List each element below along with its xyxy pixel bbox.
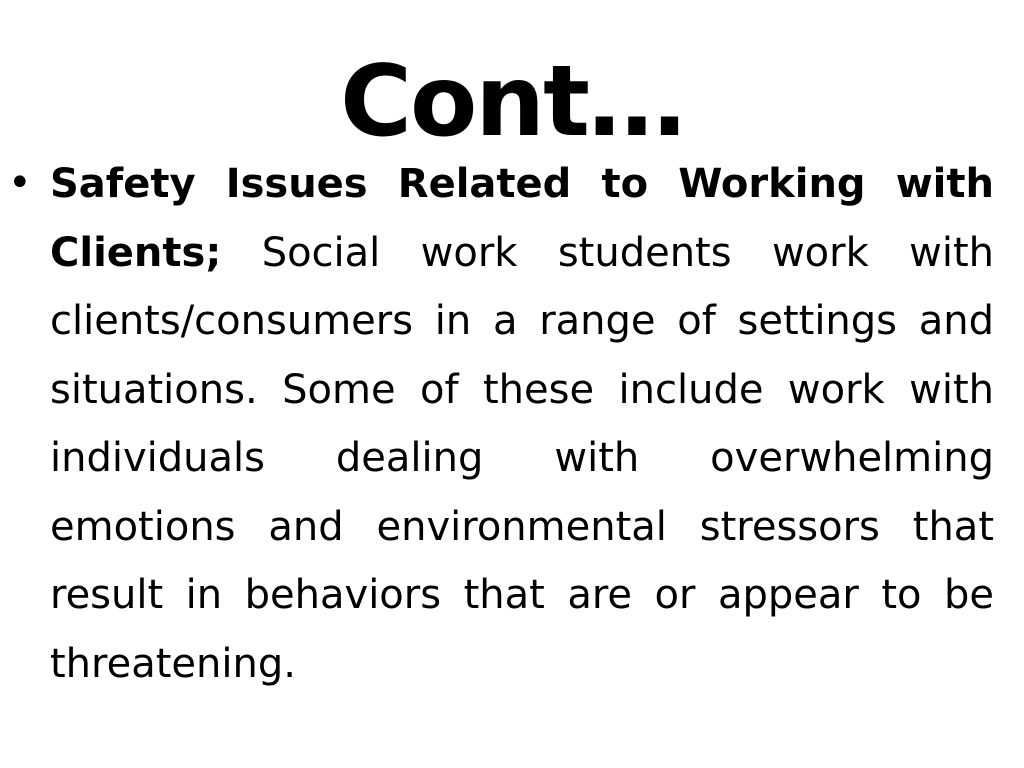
- bullet-dot-icon: •: [8, 160, 32, 206]
- bullet-item: [0, 150, 1024, 698]
- bullet-body-text: Social work students work with clients/consumers in a range of settings and situations. Some of these include work with individuals dealing with overwhelming emotions and environmental stressors that result in behaviors that are or appear to be threatening.: [50, 229, 994, 687]
- bullet-lead-text: Safety Issues Related to Working with Clients;: [50, 161, 994, 276]
- bullet-list: [0, 150, 1024, 698]
- slide-title: Cont…: [340, 45, 684, 159]
- bullet-text: [50, 150, 994, 698]
